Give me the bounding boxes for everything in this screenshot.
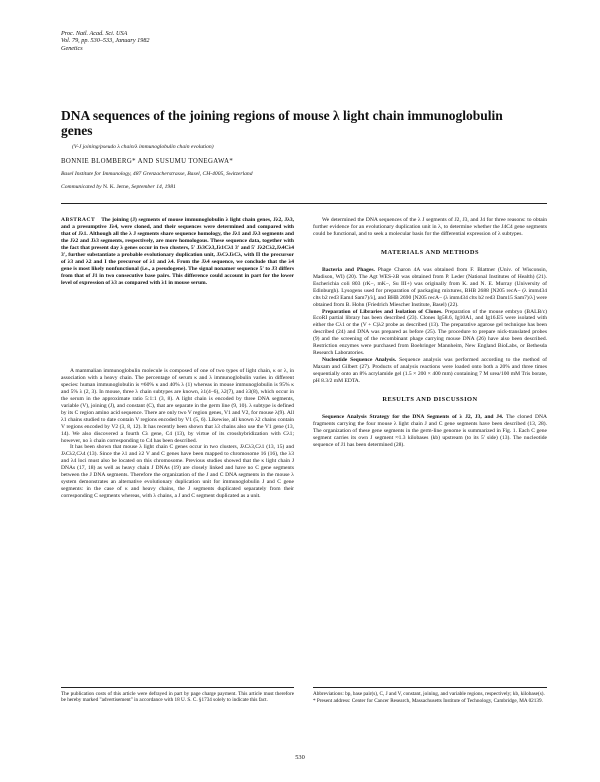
abstract-label: ABSTRACT (61, 217, 96, 223)
page-number: 530 (295, 754, 305, 761)
right-column-body (313, 217, 547, 449)
communicated-prefix: Communicated by (61, 184, 102, 190)
address-footnote: * Present address: Center for Cancer Research, Massachusetts Institute of Technology, Cambridge, MA 02139. (313, 698, 543, 705)
journal-volume: Vol. 79, pp. 530–533, January 1982 (61, 37, 150, 45)
communicated-date: , September 14, 1981 (128, 184, 176, 190)
intro-paragraph-2: It has been shown that mouse λ light chain C genes occur in two clusters, JλCλ3,Cλ1 (13, 15) and JλCλ2,Cλ4 (13). Since the λ1 and λ2 V and C genes have been mapped to chromosome 16 (16), the λ3 and λ4 loci must also be located on this chromosome. Previous studies showed that the κ light chain J DNAs (17, 18) as well as heavy chain J DNAs (19) are closely linked and have no C gene segments between the J DNA segments. Therefore the organization of the J and C DNA segments in the mouse λ system demonstrates an alternative evolutionary duplication unit for immunoglobulin J and C gene segments: in the case of κ and heavy chains, the J segments duplicated separately from their corresponding C segments whereas, with λ chains, a J and C segment duplicated as a unit. (61, 444, 294, 500)
paper-title: DNA sequences of the joining regions of mouse λ light chain immunoglobulin genes (61, 108, 503, 138)
abbreviations-footnote: Abbreviations: bp, base pair(s), C, J and V, constant, joining, and variable regions, respectively; kb, kilobase(s). (313, 691, 545, 697)
authors: BONNIE BLOMBERG* AND SUSUMU TONEGAWA* (61, 158, 234, 165)
intro-paragraph-3: We determined the DNA sequences of the λ J segments of J2, J3, and J4 for three reasons: to obtain further evidence for an evolutionary duplication unit in λ, to determine whether the J4C4 gene segments could be functional, and to seek a molecular basis for the differential expression of λ subtypes. (313, 217, 547, 237)
communicated-name: N. K. Jerne (102, 184, 129, 190)
footnote-rule-right (313, 687, 547, 688)
results-heading: RESULTS AND DISCUSSION (382, 396, 478, 404)
intro-paragraph-1: A mammalian immunoglobulin molecule is composed of one of two types of light chain, κ or λ, in association with a heavy chain. The percentage of serum κ and λ immunoglobulin varies in different species: human immunoglobulin is ≈60% κ and 40% λ (1) whereas in mouse immunoglobulin is 95% κ and 5% λ (2, 3). In mouse, three λ chain subtypes are known, λ1(4–6), λ2(7), and λ3(8), which occur in the serum in the approximate ratio 5:1:1 (3, 8). A light chain is encoded by three DNA segments, variable (V), joining (J), and constant (C), that are separate in the germ line (9, 10). λ subtype is defined by its C region amino acid sequence. There are only two V region genes, V1 and V2, for mouse λ(9). All λ1 chains studied to date contain V regions encoded by V1 (5, 6). Likewise, all known λ2 chains contain V regions encoded by V2 (3, 8, 12). It has recently been shown that λ3 chains also use the V1 gene (13, 14). We also discovered a fourth Cλ gene, C4 (13), by virtue of its crosshybridization with Cλ1; however, no λ chain corresponding to C4 has been described. (61, 368, 294, 444)
keywords: (V-J joining/pseudo λ chain/λ immunoglobulin chain evolution) (72, 144, 214, 150)
methods-paragraph-libraries (313, 309, 547, 358)
results-paragraph (313, 414, 547, 449)
results-text: The cloned DNA fragments carrying the four mouse λ light chain J and C gene segments have been described (13, 28). The organization of these gene segments in the germ-line genome is summarized in Fig. 1. Each C gene segment carries its own J segment ≈1.3 kilobases (kb) upstream (to its 5' side) (13). The nucleotide sequence of J1 has been determined (28). (313, 413, 547, 448)
methods-text-libraries: Preparation of the mouse embryo (BALB/c) EcoRI partial library has been described (23). Clones Ig58.6, Ig10A1, and Ig16.E5 were isolated with either the Cλ1 or the (V + C)λ2 probe as described (13). The preparative agarose gel technique has been described (24) and DNA was prepared as before (25). The procedure to prepare nick-translated probes (9) and the screening of the recombinant phage carrying mouse DNA (26) have also been described. Restriction enzymes were purchased from Boehringer Mannheim, New England BioLabs, or Bethesda Research Laboratories. (313, 308, 548, 357)
methods-run-bacteria: Bacteria and Phages. (322, 266, 375, 273)
methods-paragraph-bacteria (313, 267, 547, 309)
abstract-text: The joining (J) segments of mouse immunoglobulin λ light chain genes, Jλ2, Jλ3, and a presumptive Jλ4, were cloned, and their sequences were determined and compared with that of Jλ1. Although all the λ J segments share sequence homology, the Jλ1 and Jλ3 segments and the Jλ2 and Jλ3 segments, respectively, are more homologous. These sequence data, together with the fact that present day λ genes occur in two clusters, 5' Jλ3Cλ3,Jλ1Cλ1 3' and 5' Jλ2Cλ2,Jλ4Cλ4 3', further substantiate a probable evolutionary duplication unit, JλCλJλCλ, with Π the precursor of λ3 and λ2 and I the precursor of λ1 and λ4. From the Jλ4 sequence, we conclude that the λ4 gene is most likely nonfunctional (i.e., a pseudogene). The signal nonamer sequence 5' to J3 differs from that of J1 in two consecutive base pairs. This difference could account in part for the lower level of expression of λ3 as compared with λ1 in mouse serum. (61, 217, 294, 286)
affiliation: Basel Institute for Immunology, 487 Grenzacherstrasse, Basel, CH-4005, Switzerland (61, 171, 253, 177)
communicated-line (61, 184, 176, 190)
publication-cost-footnote: The publication costs of this article were defrayed in part by page charge payment. This article must therefore be hereby marked "advertisement" in accordance with 18 U. S. C. §1734 solely to indicate this fact. (61, 691, 294, 704)
journal-section: Genetics (61, 44, 83, 52)
results-run: Sequence Analysis Strategy for the DNA Segments of λ J2, J3, and J4. (322, 413, 504, 420)
journal-header (61, 30, 150, 52)
methods-run-sequence: Nucleotide Sequence Analysis. (322, 357, 397, 364)
methods-text-bacteria: Phage Charon 4A was obtained from F. Blattner (Univ. of Wisconsin, Madison, WI) (20). The Agt WES-λB was obtained from P. Leder (National Institutes of Health) (21). Escherichia coli 803 (rK−, mK−, Su III+) was originally from K. and N. E. Murray (University of Edinburgh). Lysogens used for preparation of packaging mixtures, BHB 2688 [N205 recA− (λ imm434 clts b2 red3 Eam4 Sam7)/λ], and BHB 2690 [N205 recA− (λ imm434 clts b2 red3 Dam15 Sam7)/λ] were obtained from B. Hohn (Friedrich Miescher Institute, Basel) (22). (313, 266, 548, 308)
methods-paragraph-sequence (313, 357, 547, 385)
header-rule (61, 203, 547, 204)
journal-name: Proc. Natl. Acad. Sci. USA (61, 30, 128, 37)
methods-run-libraries: Preparation of Libraries and Isolation of Clones. (322, 308, 443, 315)
left-column-body (61, 368, 294, 500)
footnote-rule-left (61, 687, 294, 688)
right-footnotes (313, 691, 547, 706)
methods-text-sequence: Sequence analysis was performed according to the method of Maxam and Gilbert (27). Products of analysis reactions were loaded onto both a 20% and three times sequentially onto an 8% acrylamide gel (1.5 × 200 × 400 mm) containing 7 M urea/100 mM Tris borate, pH 8.3/2 mM EDTA. (313, 357, 547, 385)
abstract (61, 217, 294, 287)
methods-heading: MATERIALS AND METHODS (380, 248, 480, 256)
